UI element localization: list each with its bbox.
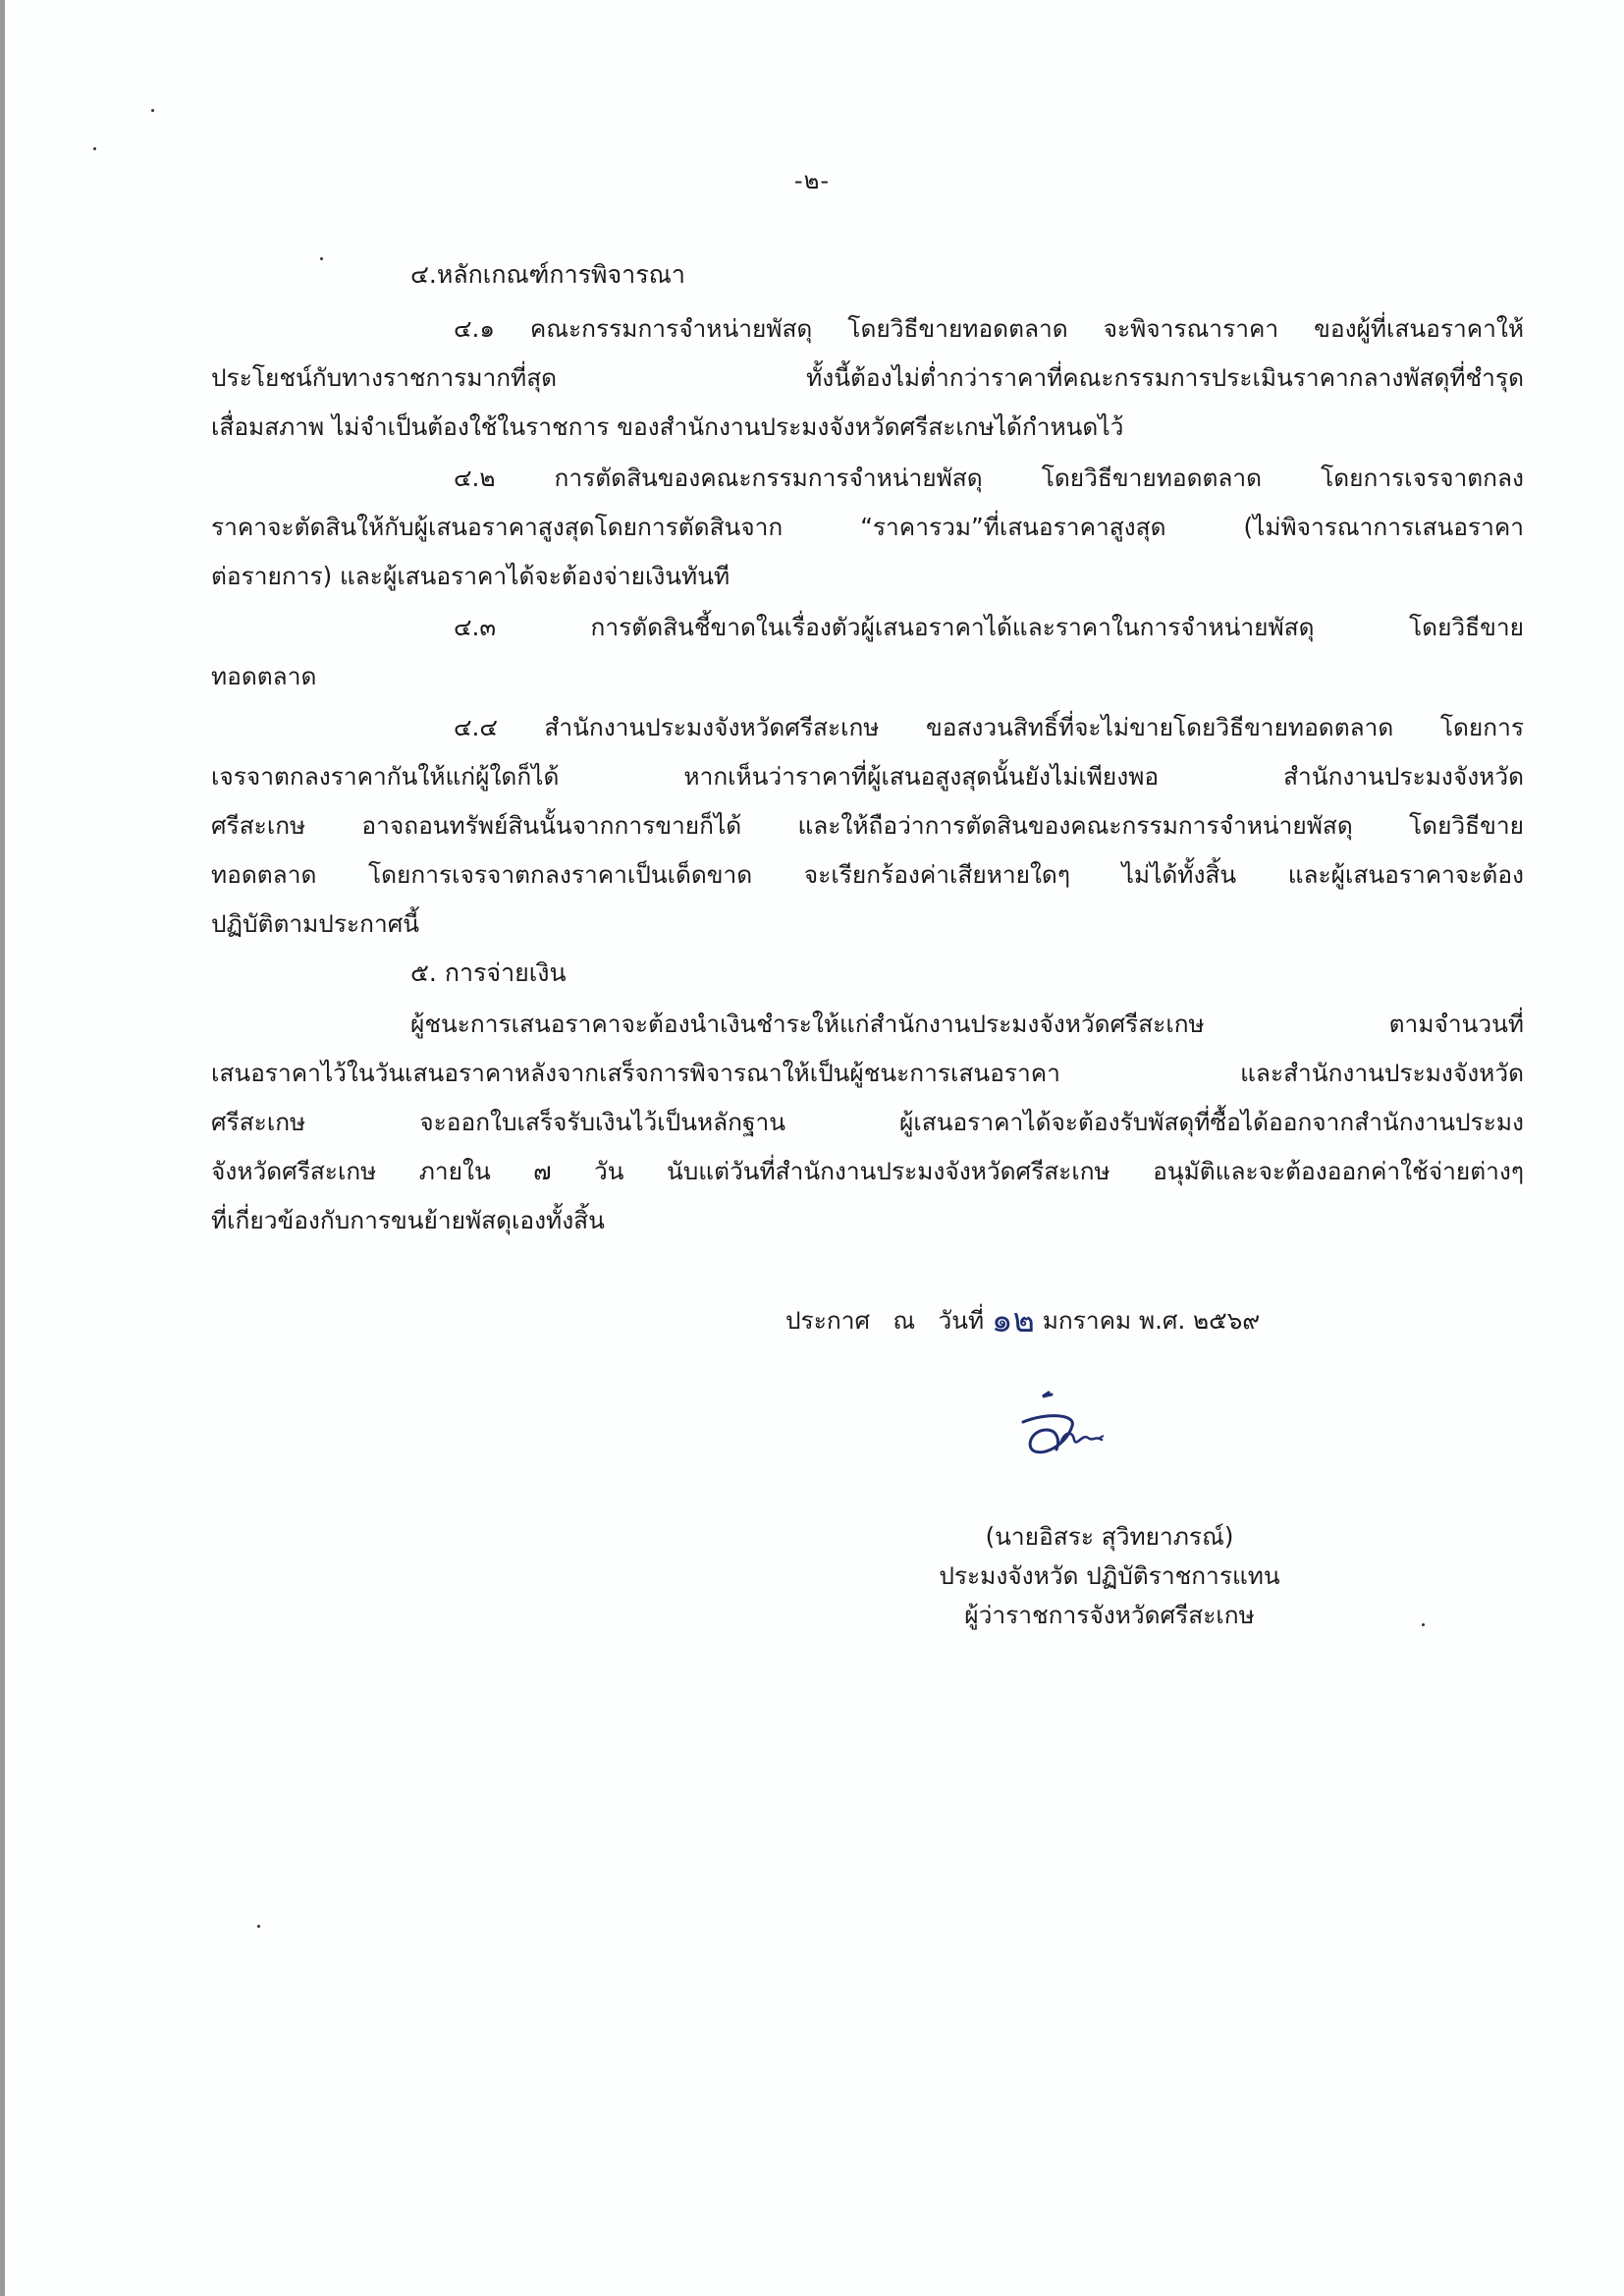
signature-icon (1017, 1370, 1135, 1478)
clause-4-1-line: เสื่อมสภาพ ไม่จำเป็นต้องใช้ในราชการ ของสำนักงานประมงจังหวัดศรีสะเกษได้กำหนดไว้ (211, 412, 1124, 441)
section-heading-payment: ๕. การจ่ายเงิน (410, 958, 567, 987)
scan-speck (151, 109, 154, 112)
clause-4-4-line: เจรจาตกลงราคากันให้แก่ผู้ใดก็ได้ หากเห็นว่าราคาที่ผู้เสนอสูงสุดนั้นยังไม่เพียงพอ สำนักงานประมงจังหวัด (211, 762, 1524, 791)
scan-speck (93, 147, 96, 150)
clause-4-4-line: ๔.๔ สำนักงานประมงจังหวัดศรีสะเกษ ขอสงวนสิทธิ์ที่จะไม่ขายโดยวิธีขายทอดตลาด โดยการ (454, 713, 1524, 741)
signatory-block (884, 1517, 1335, 1635)
payment-line: ที่เกี่ยวข้องกับการขนย้ายพัสดุเองทั้งสิ้น (211, 1206, 605, 1234)
signatory-name: (นายอิสระ สุวิทยาภรณ์) (985, 1522, 1234, 1551)
section-heading-criteria: ๔.หลักเกณฑ์การพิจารณา (410, 260, 685, 289)
clause-4-4-line: ทอดตลาด โดยการเจรจาตกลงราคาเป็นเด็ดขาด จะเรียกร้องค่าเสียหายใดๆ ไม่ได้ทั้งสิ้น และผู้เสนอราคาจะต้อง (211, 860, 1524, 889)
clause-4-2-line: ราคาจะตัดสินให้กับผู้เสนอราคาสูงสุดโดยการตัดสินจาก “ราคารวม”ที่เสนอราคาสูงสุด (ไม่พิจารณาการเสนอราคา (211, 513, 1524, 541)
clause-4-2-line: ๔.๒ การตัดสินของคณะกรรมการจำหน่ายพัสดุ โดยวิธีขายทอดตลาด โดยการเจรจาตกลง (454, 464, 1524, 492)
clause-4-1-line: ประโยชน์กับทางราชการมากที่สุด ทั้งนี้ต้องไม่ต่ำกว่าราคาที่คณะกรรมการประเมินราคากลางพัสดุที่ชำรุด (211, 363, 1524, 392)
handwritten-day: ๑๒ (991, 1301, 1035, 1340)
payment-line: ผู้ชนะการเสนอราคาจะต้องนำเงินชำระให้แก่สำนักงานประมงจังหวัดศรีสะเกษ ตามจำนวนที่ (410, 1010, 1524, 1038)
announcement-year: พ.ศ. ๒๕๖๙ (1138, 1306, 1261, 1335)
page-number: -๒- (793, 167, 831, 194)
clause-4-2-line: ต่อรายการ) และผู้เสนอราคาได้จะต้องจ่ายเงินทันที (211, 562, 731, 590)
clause-4-3-line: ๔.๓ การตัดสินชี้ขาดในเรื่องตัวผู้เสนอราคาได้และราคาในการจำหน่ายพัสดุ โดยวิธีขาย (454, 613, 1524, 641)
signatory-position-2: ผู้ว่าราชการจังหวัดศรีสะเกษ (964, 1601, 1255, 1629)
announcement-date (785, 1296, 1260, 1345)
clause-4-1-line: ๔.๑ คณะกรรมการจำหน่ายพัสดุ โดยวิธีขายทอดตลาด จะพิจารณาราคา ของผู้ที่เสนอราคาให้ (454, 314, 1524, 343)
announcement-month: มกราคม (1042, 1306, 1132, 1335)
payment-line: เสนอราคาไว้ในวันเสนอราคาหลังจากเสร็จการพิจารณาให้เป็นผู้ชนะการเสนอราคา และสำนักงานประมงจังหวัด (211, 1059, 1524, 1087)
scan-edge (0, 0, 5, 2296)
announcement-prefix: ประกาศ ณ วันที่ (785, 1306, 985, 1335)
payment-line: จังหวัดศรีสะเกษ ภายใน ๗ วัน นับแต่วันที่สำนักงานประมงจังหวัดศรีสะเกษ อนุมัติและจะต้องออกค่าใช้จ่ายต่างๆ (211, 1157, 1524, 1185)
scan-speck (320, 257, 323, 260)
scan-speck (1422, 1623, 1425, 1626)
payment-line: ศรีสะเกษ จะออกใบเสร็จรับเงินไว้เป็นหลักฐาน ผู้เสนอราคาได้จะต้องรับพัสดุที่ซื้อได้ออกจากสำนักงานประมง (211, 1108, 1524, 1136)
signatory-position: ประมงจังหวัด ปฏิบัติราชการแทน (939, 1561, 1280, 1590)
scan-speck (257, 1925, 260, 1928)
clause-4-4-line: ศรีสะเกษ อาจถอนทรัพย์สินนั้นจากการขายก็ได้ และให้ถือว่าการตัดสินของคณะกรรมการจำหน่ายพัสดุ โดยวิธีขาย (211, 811, 1524, 840)
clause-4-3-line: ทอดตลาด (211, 662, 317, 690)
clause-4-4-line: ปฏิบัติตามประกาศนี้ (211, 909, 420, 938)
